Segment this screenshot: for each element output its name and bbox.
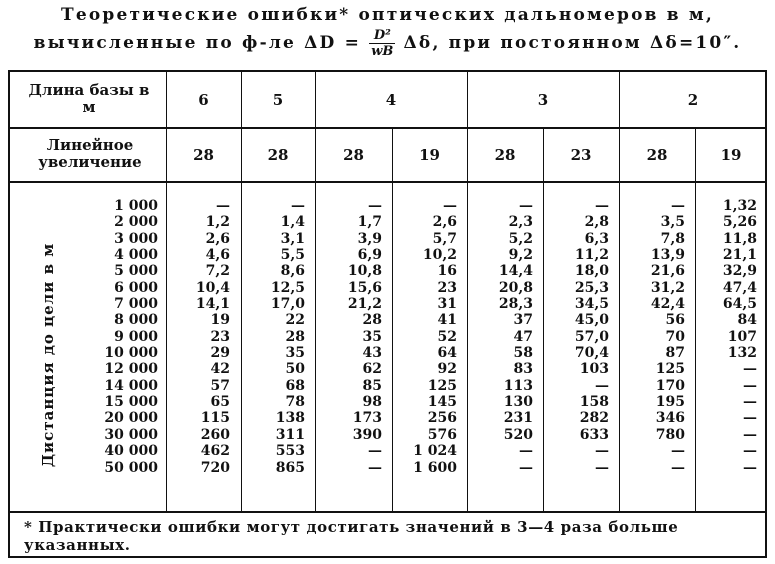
distance-cell: 2 000 [114, 214, 158, 231]
data-column [467, 198, 533, 476]
table-cell: 7,2 [205, 263, 230, 280]
table-cell: — [519, 459, 533, 476]
table-cell: 633 [579, 426, 609, 443]
distance-axis-label: Дистанция до цели в м [39, 242, 57, 468]
table-cell: 57 [210, 377, 230, 394]
table-cell: 6,9 [357, 247, 382, 264]
table-cell: 1 024 [413, 443, 457, 460]
table-cell: 21,6 [650, 263, 685, 280]
table-cell: 70,4 [574, 345, 609, 362]
table-cell: 138 [275, 410, 305, 427]
table-cell: — [368, 459, 382, 476]
table-cell: 2,6 [432, 214, 457, 231]
table-cell: — [743, 459, 757, 476]
magnification: 28 [494, 146, 516, 164]
table-cell: 15,6 [347, 279, 382, 296]
table-cell: 132 [727, 345, 757, 362]
table-cell: 13,9 [650, 247, 685, 264]
table-cell: 520 [503, 426, 533, 443]
distance-cell: 6 000 [114, 279, 158, 296]
data-column [166, 198, 230, 476]
data-column [392, 198, 457, 476]
table-cell: 260 [200, 426, 230, 443]
table-cell: 28 [362, 312, 382, 329]
table-cell: — [216, 198, 230, 214]
base-5: 5 [272, 91, 284, 109]
fraction-denominator: wB [371, 44, 394, 59]
magnification: 28 [343, 146, 364, 164]
distance-cell: 8 000 [114, 312, 158, 329]
magnification: 28 [267, 146, 289, 164]
table-cell: 2,6 [205, 230, 230, 247]
table-cell: 18,0 [574, 263, 609, 280]
distance-cell: 7 000 [114, 296, 158, 313]
table-cell: 68 [285, 377, 305, 394]
magnification: 28 [193, 146, 214, 164]
data-column [619, 198, 685, 476]
table-cell: 865 [275, 459, 305, 476]
table-cell: 83 [513, 361, 533, 378]
table-cell: 64,5 [722, 296, 757, 313]
table-cell: 42 [210, 361, 230, 378]
table-cell: 41 [437, 312, 457, 329]
table-cell: 17,0 [270, 296, 305, 313]
table-cell: 31,2 [650, 279, 685, 296]
magnification: 28 [646, 146, 668, 164]
table-cell: 8,6 [280, 263, 305, 280]
table-cell: — [519, 443, 533, 460]
distance-cell: 12 000 [104, 361, 158, 378]
formula-fraction [369, 28, 395, 59]
table-cell: 311 [275, 426, 305, 443]
distance-cell: 14 000 [104, 377, 158, 394]
base-4: 4 [385, 91, 397, 109]
fraction-numerator: D² [369, 28, 395, 44]
table-cell: 231 [503, 410, 533, 427]
table-cell: — [443, 198, 457, 214]
table-cell: — [743, 426, 757, 443]
table-cell: 462 [200, 443, 230, 460]
base-6: 6 [198, 91, 209, 109]
table-cell: 21,2 [347, 296, 382, 313]
distance-cell: 50 000 [104, 459, 158, 476]
table-cell: 57,0 [574, 328, 609, 345]
table-cell: 78 [285, 394, 305, 411]
table-cell: 31 [437, 296, 457, 313]
table-cell: 10,2 [422, 247, 457, 264]
table-cell: 70 [665, 328, 685, 345]
table-cell: 10,8 [347, 263, 382, 280]
table-cell: 9,2 [508, 247, 533, 264]
table-cell: 28 [285, 328, 305, 345]
table-cell: 45,0 [574, 312, 609, 329]
base-2: 2 [687, 91, 699, 109]
table-cell: 85 [362, 377, 382, 394]
distance-cell: 20 000 [104, 410, 158, 427]
table-cell: 62 [362, 361, 382, 378]
table-cell: 5,5 [280, 247, 305, 264]
table-cell: 47 [513, 328, 533, 345]
table-cell: 37 [513, 312, 533, 329]
title-line-2: вычисленные по ф-ле ΔD = $\frac{\text{D²}}{wB}$ Δδ, при постоянном Δδ=10″. [33, 28, 742, 59]
table-cell: 282 [579, 410, 609, 427]
footnote: * Практически ошибки могут достигать значений в 3—4 раза больше указанных. [24, 518, 679, 554]
table-cell: 145 [427, 394, 457, 411]
table-cell: 173 [352, 410, 382, 427]
distance-cell: 40 000 [104, 443, 158, 460]
table-cell: 553 [275, 443, 305, 460]
table-cell: 5,7 [432, 230, 457, 247]
data-column [695, 198, 757, 476]
table-cell: 1,7 [357, 214, 382, 231]
table-cell: 52 [437, 328, 457, 345]
table-cell: — [671, 459, 685, 476]
base-length-label: Длина базы в м [28, 81, 150, 116]
table-cell: 780 [655, 426, 685, 443]
table-cell: — [291, 198, 305, 214]
table-cell: — [595, 377, 609, 394]
table-cell: 42,4 [650, 296, 685, 313]
table-cell: — [671, 198, 685, 214]
table-cell: 23 [210, 328, 230, 345]
table-cell: 28,3 [498, 296, 533, 313]
table-cell: — [743, 361, 757, 378]
table-cell: — [671, 443, 685, 460]
table-cell: 3,1 [280, 230, 305, 247]
table-cell: 16 [437, 263, 457, 280]
table-cell: 113 [503, 377, 533, 394]
table-cell: 5,26 [722, 214, 757, 231]
table-cell: 92 [437, 361, 457, 378]
magnification-label: Линейное увеличение [38, 136, 142, 171]
table-cell: 22 [285, 312, 305, 329]
data-column [543, 198, 609, 476]
table-cell: 7,8 [660, 230, 685, 247]
table-cell: 87 [665, 345, 685, 362]
table-cell: 29 [210, 345, 230, 362]
table-cell: — [368, 198, 382, 214]
table-cell: 256 [427, 410, 457, 427]
table-cell: 84 [737, 312, 757, 329]
table-cell: 47,4 [722, 279, 757, 296]
table-cell: 107 [727, 328, 757, 345]
magnification: 19 [720, 146, 742, 164]
table-cell: 6,3 [584, 230, 609, 247]
table-cell: 34,5 [574, 296, 609, 313]
table-cell: 14,4 [498, 263, 533, 280]
table-cell: 115 [200, 410, 230, 427]
table-cell: 1 600 [413, 459, 457, 476]
distance-cell: 9 000 [114, 328, 158, 345]
table-cell: 21,1 [722, 247, 757, 264]
table-cell: 56 [665, 312, 685, 329]
base-3: 3 [537, 91, 549, 109]
distance-cell: 4 000 [114, 247, 158, 264]
table-cell: 158 [579, 394, 609, 411]
table-cell: 170 [655, 377, 685, 394]
table-cell: — [595, 198, 609, 214]
table-cell: 5,2 [508, 230, 533, 247]
table-cell: 2,8 [584, 214, 609, 231]
table-cell: 10,4 [195, 279, 230, 296]
table-cell: 11,8 [722, 230, 757, 247]
table-cell: 125 [655, 361, 685, 378]
table-cell: — [368, 443, 382, 460]
table-cell: — [595, 459, 609, 476]
table-cell: 720 [200, 459, 230, 476]
table-cell: 14,1 [195, 296, 230, 313]
table-cell: 25,3 [574, 279, 609, 296]
table-cell: 3,9 [357, 230, 382, 247]
distance-cell: 30 000 [104, 426, 158, 443]
table-cell: 195 [655, 394, 685, 411]
distance-cell: 5 000 [114, 263, 158, 280]
table-cell: 3,5 [660, 214, 685, 231]
table-cell: 98 [362, 394, 382, 411]
table-cell: 32,9 [722, 263, 757, 280]
table-cell: 19 [210, 312, 230, 329]
table-cell: 11,2 [574, 247, 609, 264]
table-cell: 576 [427, 426, 457, 443]
table-cell: 346 [655, 410, 685, 427]
table-cell: 390 [352, 426, 382, 443]
footnote-divider [8, 511, 767, 513]
body-divider [8, 181, 767, 183]
table-cell: 65 [210, 394, 230, 411]
distance-column [78, 198, 158, 476]
title-line-1: Теоретические ошибки* оптических дальномеров в м, [60, 5, 714, 25]
table-cell: 64 [437, 345, 457, 362]
table-cell: — [743, 394, 757, 411]
distance-cell: 3 000 [114, 230, 158, 247]
table-cell: 20,8 [498, 279, 533, 296]
table-cell: — [595, 443, 609, 460]
table-cell: 50 [285, 361, 305, 378]
distance-cell: 10 000 [104, 345, 158, 362]
table-cell: 43 [362, 345, 382, 362]
table-cell: — [743, 377, 757, 394]
table-cell: 58 [513, 345, 533, 362]
data-column [241, 198, 305, 476]
table-cell: 2,3 [508, 214, 533, 231]
table-cell: — [743, 443, 757, 460]
table-title [0, 2, 775, 59]
data-column [315, 198, 382, 476]
table-cell: — [519, 198, 533, 214]
distance-cell: 15 000 [104, 394, 158, 411]
table-cell: 35 [285, 345, 305, 362]
magnification: 23 [570, 146, 592, 164]
table-cell: 1,4 [280, 214, 305, 231]
table-cell: 12,5 [270, 279, 305, 296]
distance-cell: 1 000 [114, 198, 158, 214]
table-cell: 103 [579, 361, 609, 378]
table-cell: 125 [427, 377, 457, 394]
table-cell: 130 [503, 394, 533, 411]
magnification: 19 [419, 146, 440, 164]
table-cell: 23 [437, 279, 457, 296]
table-cell: — [743, 410, 757, 427]
table-cell: 1,32 [722, 198, 757, 214]
table-cell: 4,6 [205, 247, 230, 264]
table-cell: 1,2 [205, 214, 230, 231]
table-cell: 35 [362, 328, 382, 345]
